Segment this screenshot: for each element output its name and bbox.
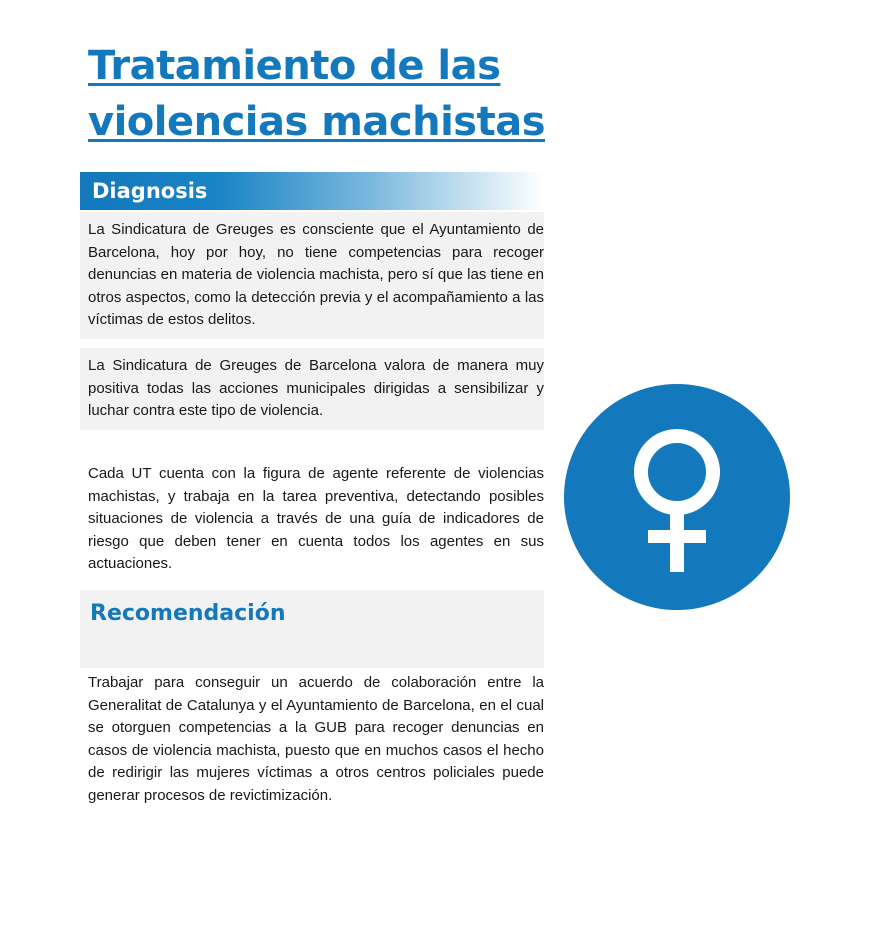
recommendation-heading: Recomendación xyxy=(90,601,286,626)
page-title-line-1: Tratamiento de las xyxy=(88,43,501,89)
recommendation-paragraph-1: Trabajar para conseguir un acuerdo de colaboración entre la Generalitat de Catalunya y el Ayuntamiento de Barcelona, en el cual se otorguen competencias a la GUB para recoger denuncias en casos de violencia machista, puesto que en muchos casos el hecho de redirigir las mujeres víctimas a otros centros policiales puede generar procesos de revictimización. xyxy=(88,674,544,804)
illustration-circle xyxy=(564,384,790,610)
diagnosis-band-label: Diagnosis xyxy=(92,179,208,203)
venus-female-gender-icon xyxy=(564,384,790,610)
diagnosis-paragraph-2: La Sindicatura de Greuges de Barcelona valora de manera muy positiva todas las acciones municipales dirigidas a sensibilizar y luchar contra este tipo de violencia. xyxy=(88,357,544,419)
diagnosis-paragraph-3: Cada UT cuenta con la figura de agente referente de violencias machistas, y trabaja en la tarea preventiva, detectando posibles situaciones de violencia a través de una guía de indicadores de riesgo que deben tener en cuenta todos los agentes en sus actuaciones. xyxy=(88,465,544,572)
page-title xyxy=(88,38,558,150)
page-title-line-2: violencias machistas xyxy=(88,99,546,145)
diagnosis-paragraph-1: La Sindicatura de Greuges es consciente que el Ayuntamiento de Barcelona, hoy por hoy, no tiene competencias para recoger denuncias en materia de violencia machista, pero sí que las tiene en otros aspectos, como la detección previa y el acompañamiento a las víctimas de estos delitos. xyxy=(88,221,544,328)
